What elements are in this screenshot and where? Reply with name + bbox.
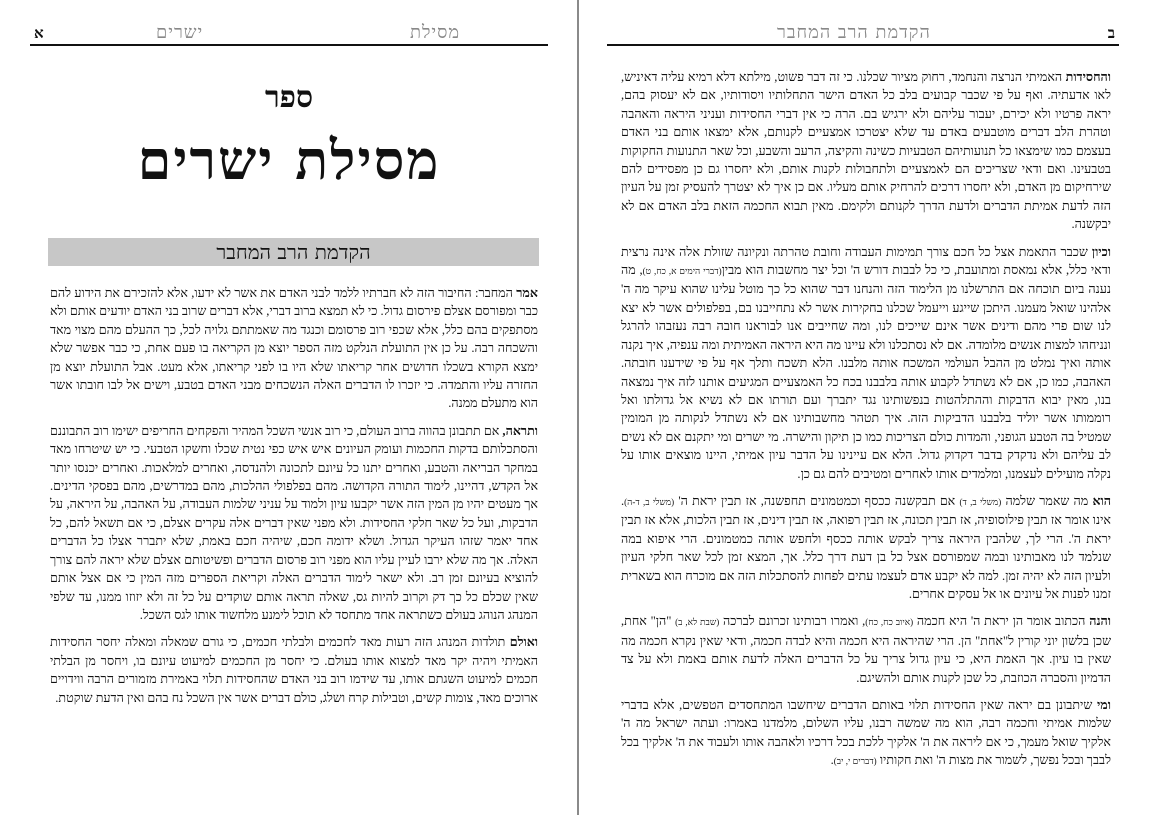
running-header [607, 22, 1119, 46]
source-reference: (שבת לא, ב) [675, 617, 720, 628]
paragraph-text: הכתוב אומר הן יראת ה' היא חכמה [913, 614, 1090, 629]
section-heading: הקדמת הרב המחבר [48, 238, 539, 266]
source-reference: (דברים י, יב) [833, 756, 877, 767]
paragraph-text: , ואמרו רבותינו זכרונם לברכה [719, 614, 866, 629]
paragraph [621, 243, 1111, 483]
paragraph [621, 492, 1111, 603]
paragraph-text: מה שאמר שלמה [1001, 493, 1093, 508]
lead-word: והחסידות [1065, 70, 1111, 84]
running-title-part-1: מסילת [410, 22, 461, 43]
paragraph-text: . [830, 753, 834, 768]
book-title-small: ספר [264, 80, 314, 115]
book-title: מסילת ישרים [137, 128, 441, 192]
lead-word: אמר [516, 286, 538, 300]
lead-word: ומי [1097, 698, 1111, 712]
running-title: הקדמת הרב המחבר [777, 22, 931, 43]
running-title-part-2: ישרים [156, 22, 204, 43]
paragraph-text: אם תתבונן בהווה ברוב העולם, כי רוב אנשי השכל המהיר והפקחים החריפים ישימו רוב התבוננם והסתכלותם בדקות החכמות ועומק העיונים איש איש כפי נטית שכלו וחשקו הטבעי. כי יש שיטרחו מאד במחקר הבריאה והטבע, ואחרים יתנו כל עיונם לתכונה ולהנדסה, ואחרים למלאכות. ואחרים יכנסו יותר אל הקדש, דהיינו, לימוד התורה הקדושה. מהם בפלפולי ההלכות, מהם במדרשים, מהם בפסקי הדינים. אך מעטים יהיו מן המין הזה אשר יקבעו עיון ולמוד על עניני שלמות העבודה, על האהבה, על היראה, על הדבקות, ועל כל שאר חלקי החסידות. ולא מפני שאין דברים אלה עקרים אצלם, כי אם תשאל להם, כל אחד יאמר שזהו העיקר הגדול. ושלא ידומה חכם, שיהיה חכם באמת, שלא יתברר אצלו כל הדברים האלה. אך מה שלא ירבו לעיין עליו הוא מפני רוב פרסום הדברים ופשיטותם אצלם שלא יראה להם צורך להוציא בעיונם זמן רב. ולא ישאר לימוד הדברים האלה וקריאת הספרים מזה המין כי אם אצל אותם שאין שכלם כל כך דק וקרוב להיות גס, שאלה תראה אותם שוקדים על כל זה ולא יזוזו ממנו, עד שלפי המנהג הנוהג בעולם כשתראה אחד מתחסד לא תוכל לימנע מלחשוד אותו לגס השכל. [50, 423, 538, 622]
paragraph-text: תולדות המנהג הזה רעות מאד לחכמים ולבלתי חכמים, כי גורם שמאלה ומאלה יחסר החסידות האמיתי ויהיה יקר מאד למצוא אותו בעולם. כי יחסר מן החכמים למיעוט עיונם בו, ויחסר מן הבלתי חכמים למיעוט השגתם אותו, עד שידמו רוב בני האדם שהחסידות תלוי באמירת מזמורים הרבה ווידויים ארוכים מאד, צומות קשים, וטבילות קרח ושלג, כולם דברים אשר אין השכל נח בהם ואין הדעת שוקטת. [50, 635, 538, 705]
lead-word: ותראה, [502, 423, 538, 438]
paragraph-text: האמיתי הנרצה והנחמד, רחוק מציור שכלנו. כי זה דבר פשוט, מילתא דלא רמיא עליה דאיניש, לאו אדעתיה. ואף על פי שכבר קבועים בלב כל האדם הישר התחלותיו ויסודותיו, אם לא יעסוק בהם, יראה פרטיו ולא יכירם, יעבור עליהם ולא ירגיש בם. הרה כי אין דברי החסידות ועניני היראה והאהבה וטהרת הלב דברים מוטבעים באדם עד שלא יצטרכו אמצעיים לקנותם, אלא ימצאו אותם בני האדם בעצמם כמו שימצאו כל תנועותיהם הטבעיות כשינה והקיצה, הרעב והשבע, וכל שאר התנועות החקוקות בטבעינו. ואם ודאי שצריכים הם לאמצעיים ולתחבולות לקנות אותם, ולא יחסרו גם כן מפסידים להם שירחיקום מן האדם, ולא יחסרו דרכים להרחיק אותם מעליו. אם כן איך לא יצטרך להעסיק זמן על העיון הזה לדעת אמיתת הדברים ולדעת הדרך לקנותם ולקימם. מאין תבוא החכמה הזאת בלב האדם אם לא יבקשנה. [621, 70, 1111, 232]
paragraph-text: שיתבונן בם יראה שאין החסידות תלוי באותם הדברים שיחשבו המתחסדים הטפשים, אלא בדברי שלמות אמיתי וחכמה רבה, הוא מה שמשה רבנו, עליו השלום, מלמדנו באמרו: ועתה ישראל מה ה' אלקיך שואל מעמך, כי אם ליראה את ה' אלקיך ללכת בכל דרכיו ולאהבה אותו ולעבוד את ה' אלקיך בכל לבבך ובכל נפשך, לשמור את מצות ה' ואת חקותיו [621, 698, 1111, 768]
page-number: א [34, 24, 44, 42]
paragraph-text: המחבר: החיבור הזה לא חברתיו ללמד לבני האדם את אשר לא ידעו, אלא להזכירם את הידוע להם כבר ומפורסם אצלם פירסום גדול. כי לא תמצא ברוב דברי, אלא דברים שרוב בני האדם יודעים אותם ולא מסתפקים בהם כלל, אלא שכפי רוב פרסומם וכנגד מה שאמתתם גלויה לכל, כך ההעלם מהם מצוי מאד והשכחה רבה. על כן אין התועלת הנלקט מזה הספר יוצא מן הקריאה בו פעם אחת, כי כבר אפשר שלא ימצא הקורא בשכלו חדושים אחר קריאתו שלא היו בו לפני קריאתו, אלא מעט. אבל התועלת יוצא מן החזרה עליו והתמדה. כי יזכרו לו הדברים האלה הנשכחים מבני האדם בטבע, וישים אל לבו חובתו אשר הוא מתעלם ממנה. [50, 286, 538, 411]
paragraph-text: , מה נענה ביום תוכחה אם התרשלנו מן הלימוד הזה והנחנו דבר שהוא כל כך מוטל עלינו שהוא עיקר מה ה' אלהינו שואל מעמנו. היתכן שייגע וייעמל שכלנו בחקירות אשר לא נתחייבנו בם, בפלפולים אשר לא יצא לנו שום פרי מהם ודינים אשר אינם שייכים לנו, ומה שחייבים אנו לבוראנו חובה רבה נעזבהו להרגל ונניחהו למצות אנשים מלומדה. אם לא נסתכלנו ולא עיינו מה היא היראה האמיתית ומה ענפיה, איך נקנה אותה ואיך נמלט מן ההבל העולמי המשכח אותה מלבנו. הלא תשכח ותלך אף על פי שידענו חובתה. האהבה, כמו כן, אם לא נשתדל לקבוע אותה בלבבנו בכח כל האמצעיים המגיעים אותנו לזה איך נמצאה בנו, מאין יבוא הדבקות וההתלהטות בנפשותינו נגד יתברך ועם תורתו אם לא נשיא אל גדולתו ואל רוממותו אשר יוליד בלבבנו הדביקות הזה. איך תטהר מחשבותינו אם לא נשתדל לנקותה מן המומין שמטיל בה הטבע הגופני, והמדות כולם הצריכות כמו כן תיקון והישרה. מי ישרים ומי יתקנם אם לא נשים לב עליהם ולא נדקדק בדבר דקדוק גדול. הלא אם עיינינו על הדבר עיון אמיתי, היינו מוצאים אותו על נקלה מועילים לעצמנו, ומלמדים אותו לאחרים ומטיבים להם גם כן. [621, 263, 1111, 481]
body-text [50, 284, 538, 716]
source-reference: (משלי ב, ד-ה) [624, 496, 675, 507]
paragraph [50, 633, 538, 707]
lead-word: והנה [1089, 614, 1112, 629]
source-reference: (דברי הימים א, כח, ט) [642, 266, 722, 277]
lead-word: וכיון [1091, 244, 1111, 259]
body-text [621, 68, 1111, 780]
paragraph [50, 422, 538, 624]
right-page [579, 0, 1157, 815]
paragraph [621, 612, 1111, 687]
lead-word: הוא [1092, 493, 1111, 508]
source-reference: (איוב כח, כח) [865, 617, 914, 628]
paragraph [621, 68, 1111, 234]
paragraph [621, 696, 1111, 771]
paragraph-text: אם תבקשנה ככסף וכמטמונים תחפשנה, אז תבין יראת ה' [674, 493, 960, 508]
paragraph [50, 284, 538, 413]
paragraph-text: "הן" אחת, שכן בלשון יוני קורין ל"אחת" הן. הרי שהיראה היא חכמה והיא לבדה חכמה, ודאי שאין נקרא חכמה מה שאין בו עיון. אך האמת היא, כי עיון גדול צריך על כל הדברים האלה לדעת אותם באמת ולא על צד הדמיון והסברה הכוזבת, כל שכן לקנות אותם ולהשיגם. [621, 614, 1111, 685]
running-header [30, 22, 548, 46]
paragraph-text: שכבר התאמת אצל כל חכם צורך תמימות העבודה וחובת טהרתה ונקיונה שזולת אלה אינה נרצית ודאי כלל, אלא נמאסת ומתועבת, כי כל לבבות דורש ה' וכל יצר מחשבות הוא מבין [621, 244, 1111, 278]
source-reference: (משלי ב, ד) [959, 496, 1002, 507]
lead-word: ואולם [509, 635, 538, 650]
left-page [0, 0, 578, 815]
paragraph-text: . אינו אומר אז תבין פילוסופיה, אז תבין תכונה, אז תבין רפואה, אז תבין דינים, אז תבין הלכות, אלא אז תבין יראת ה'. הרי לך, שלהבין היראה צריך לבקש אותה ככסף ולחפש אותה כמטמונים. הרי איפוא במה שנלמד לנו מאבותינו ובמה שמפורסם אצל כל בן דעת דרך כלל. אך, המצא זמן לכל שאר חלקי העיון ולעיון הזה לא יהיה זמן. למה לא יקבע אדם לעצמו עתים לפחות להסתכלות הזה אם מוכרח הוא בשארית זמנו לפנות אל עיונים או אל עסקים אחרים. [621, 493, 1111, 601]
page-number: ב [1107, 24, 1115, 42]
